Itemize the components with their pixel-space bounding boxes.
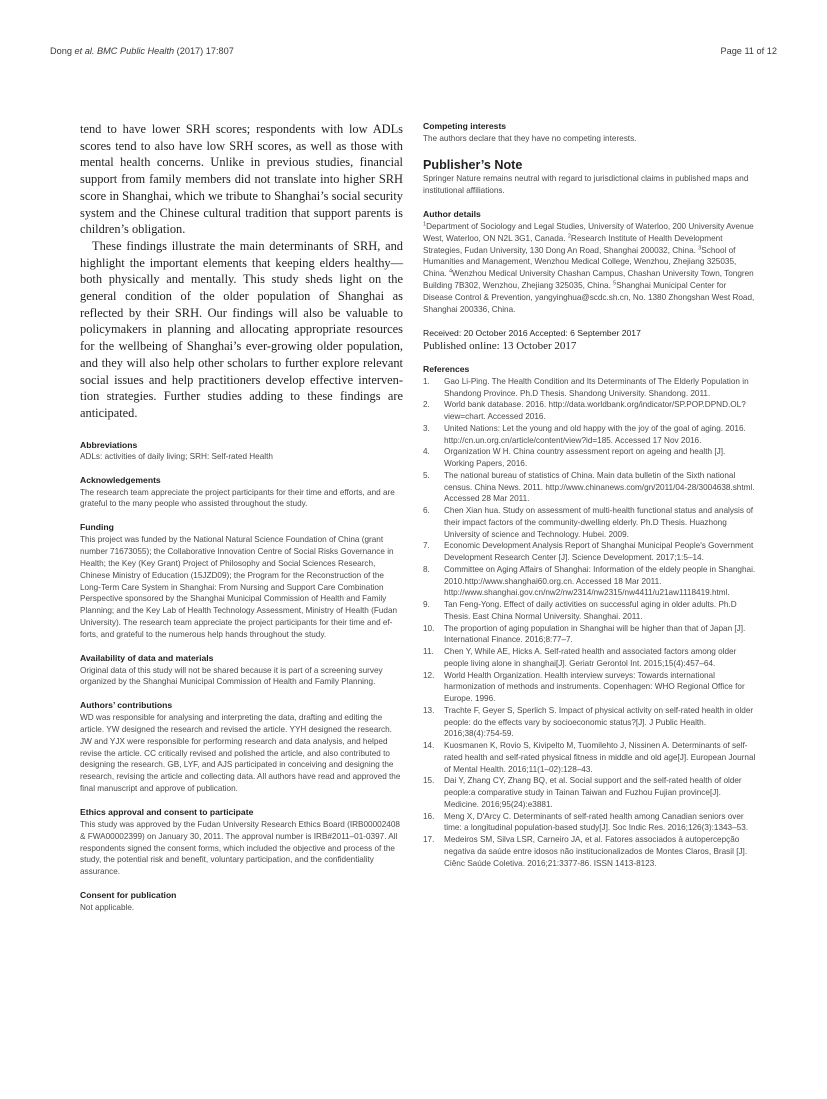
- reference-item: [423, 705, 756, 740]
- section-body: WD was responsible for analysing and interpreting the data, drafting and editing the article. YW designed the research and revised the article. YYH designed the research. JW and YJX were responsible for performing research and data analysis, and helped revise the article. CC critically revised and polished the article, and also contributed to designing the research. GB, LYF, and AJS participated in conceiving and designing the research, revising the article and collecting data. All authors have read and approved the final manuscript and approve of publication.: [80, 712, 401, 794]
- reference-number: 17.: [423, 835, 435, 845]
- reference-number: 8.: [423, 564, 430, 574]
- affiliations: [423, 221, 756, 316]
- reference-item: [423, 646, 756, 670]
- reference-number: 1.: [423, 376, 430, 386]
- reference-text: The proportion of aging population in Shanghai will be higher than that of Japan [J]. International Finance. 2016;8:77–7.: [444, 623, 746, 645]
- reference-number: 4.: [423, 447, 430, 457]
- reference-item: [423, 811, 756, 835]
- reference-item: [423, 399, 756, 423]
- reference-number: 10.: [423, 623, 435, 633]
- section-publishers-note: [423, 158, 756, 197]
- section-heading: Publisher’s Note: [423, 158, 523, 173]
- section-competing-interests: [423, 121, 756, 144]
- reference-item: [423, 670, 756, 705]
- section-abbreviations: [80, 440, 403, 463]
- reference-number: 11.: [423, 647, 434, 657]
- affiliation-text: Shanghai Municipal Center for Disease Control & Prevention, yangyinghua@scdc.sh.cn, No. 1380 Zhongshan West Road, Shanghai 200336, China.: [423, 281, 755, 315]
- reference-number: 12.: [423, 670, 435, 680]
- section-body: Not applicable.: [80, 902, 135, 912]
- reference-item: [423, 376, 756, 400]
- section-heading: Availability of data and materials: [80, 653, 214, 664]
- section-heading: Consent for publication: [80, 890, 177, 901]
- reference-item: [423, 423, 756, 447]
- section-heading: Ethics approval and consent to participate: [80, 807, 254, 818]
- section-acknowledgements: [80, 475, 403, 510]
- reference-text[interactable]: United Nations: Let the young and old happy with the joy of the goal of aging. 2016. http://cn.un.org.cn/article/content/view?id=185. Accessed 17 Nov 2016.: [444, 423, 746, 445]
- reference-item: [423, 740, 756, 775]
- reference-text: Meng X, D'Arcy C. Determinants of self-rated health among Canadian seniors over time: a longitudinal population-based study[J]. Soc Indic Res. 2016;126(3):1343–53.: [444, 811, 749, 833]
- citation-etal: et al.: [74, 46, 95, 56]
- section-body: Springer Nature remains neutral with regard to jurisdictional claims in published maps and institutional affiliations.: [423, 174, 749, 196]
- reference-number: 14.: [423, 741, 435, 751]
- affiliation-text: Wenzhou Medical University Chashan Campus, Chashan University Town, Tongren Building 7B302, Wenzhou, Zhejiang 325035, China.: [423, 269, 754, 291]
- section-body: Original data of this study will not be shared because it is part of a screening survey organized by the Shanghai Municipal Commission of Health and Family Planning.: [80, 665, 383, 687]
- reference-number: 16.: [423, 811, 435, 821]
- reference-number: 15.: [423, 776, 435, 786]
- citation-volume: (2017) 17:807: [176, 46, 234, 56]
- running-head: [50, 46, 777, 60]
- reference-text: Organization W H. China country assessment report on ageing and health [J]. Working Papers, 2016.: [444, 447, 726, 469]
- section-heading: References: [423, 364, 470, 375]
- reference-item: [423, 540, 756, 564]
- reference-text: Economic Development Analysis Report of Shanghai Municipal People's Government Development Research Center [J]. Science Development. 2017;1:5–14.: [444, 541, 754, 563]
- reference-text: Chen Xian hua. Study on assessment of multi-health functional status and analysis of their impact factors of the community-dwelling elderly. Ph.D Thesis. Huazhong University of science and Technology. Hubei. 2009.: [444, 506, 754, 539]
- reference-item: [423, 834, 756, 869]
- section-references: [423, 364, 756, 869]
- reference-text: Chen Y, While AE, Hicks A. Self-rated health and associated factors among older people living alone in shanghai[J]. Geriatr Gerontol Int. 2015;15(4):457–64.: [444, 647, 737, 668]
- affiliation-marker: 4: [448, 268, 453, 275]
- section-heading: Competing interests: [423, 121, 507, 131]
- reference-item: [423, 623, 756, 647]
- affiliation-text: Department of Sociology and Legal Studies, University of Waterloo, 200 University Avenue West, Waterloo, ON N2L 3G1, Canada.: [423, 221, 754, 243]
- body-paragraph: tend to have lower SRH scores; respondents with low ADLs scores tend to also have low SRH scores, as well as those with mental health concerns. Unlike in previous studies, financial support from family members did not translate into higher SRH score in Shanghai, which we tribute to Shanghai’s social security system and the Chinese cultural tradition that support parents is children’s obligation.: [80, 122, 403, 237]
- reference-text[interactable]: World bank database. 2016. http://data.worldbank.org/indicator/SP.POP.DPND.OL?view=chart. Accessed 2016.: [444, 400, 746, 422]
- reference-number: 9.: [423, 600, 430, 610]
- section-heading: Abbreviations: [80, 439, 138, 450]
- reference-item: [423, 470, 756, 505]
- section-heading: Authors’ contributions: [80, 700, 173, 711]
- publication-dates: [423, 328, 756, 354]
- reference-text: Gao Li-Ping. The Health Condition and Its Determinants of The Elderly Population in Shandong Province. Ph.D Thesis. Shandong University. Shandong. 2011.: [444, 376, 749, 398]
- reference-text: Dai Y, Zhang CY, Zhang BQ, et al. Social support and the self-rated health of older people:a comparative study in Tainan Taiwan and Fuzhou Fujian province[J]. Medicine. 2016;95(24):e3881.: [444, 776, 742, 809]
- reference-list: [423, 376, 756, 870]
- reference-number: 6.: [423, 506, 430, 516]
- section-body: ADLs: activities of daily living; SRH: Self-rated Health: [80, 452, 273, 462]
- reference-text: Trachte F, Geyer S, Sperlich S. Impact of physical activity on self-rated health in older people: do the effects vary by socioeconomic status?[J]. J Public Health. 2016;38(4):754-59.: [444, 705, 754, 739]
- body-paragraph: These findings illustrate the main determinants of SRH, and highlight the important elements that keeping elders healthy—both physically and mentally. This study sheds light on the general condition of the older population of Shanghai as reflected by their SRH. Our findings will also be valuable to policymakers in planning and allocating appropriate resources for the wellbeing of Shanghai’s ever-growing older population, and they will also help other scholars to further explore relevant social issues and help practitioners develop effective intervention strategies. Further studies adding to these findings are anticipated.: [80, 238, 403, 420]
- section-body: The authors declare that they have no competing interests.: [423, 133, 637, 143]
- section-heading: Author details: [423, 209, 481, 220]
- reference-number: 2.: [423, 400, 430, 410]
- section-author-details: [423, 209, 756, 316]
- received-accepted-date: Received: 20 October 2016 Accepted: 6 September 2017: [423, 327, 641, 338]
- section-availability: [80, 653, 403, 688]
- reference-item: [423, 775, 756, 810]
- page-number: Page 11 of 12: [720, 46, 777, 56]
- affiliation-text: School of Humanities and Management, Wenzhou Medical College, Wenzhou, Zhejiang 325035, China.: [423, 245, 737, 279]
- section-funding: [80, 522, 403, 641]
- reference-text[interactable]: Committee on Aging Affairs of Shanghai: Information of the eldely people in Shanghai. 2010.http://www.shanghai60.org.cn. Accessed 18 Mar 2011. http://www.shanghai.gov.cn/nw2/nw2314/nw2315/nw4411/u21aw1118419.html.: [444, 564, 756, 598]
- reference-item: [423, 505, 756, 540]
- citation: [50, 46, 234, 56]
- section-authors-contributions: [80, 700, 403, 795]
- reference-number: 13.: [423, 705, 435, 715]
- affiliation-text: Research Institute of Health Development Strategies, Fudan University, 130 Dong An Road, Shanghai 200032, China.: [423, 233, 723, 255]
- affiliation-marker: 1: [423, 220, 427, 227]
- citation-journal: BMC Public Health: [94, 46, 177, 56]
- section-body: This project was funded by the National Natural Science Foundation of China (grant number 71673055); the Collaborative Innovation Centre of Social Risks Governance in Health; the Key (Key Grant) Project of Philosophy and Social Sciences Research, Chinese Ministry of Education (15JZD09); the Program for the Reconstruction of the Long-Term Care System in Shanghai: From Nursing and Support Care Combination Perspective sponsored by the Shanghai Municipal Commission of Health and Family Planning; and the Key Lab of Health Technology Assessment, Ministry of Health (Fudan University). The research team appreciate the project participants for their time and efforts, and grateful to the numerous help hands throughout the study.: [80, 534, 398, 640]
- affiliation-marker: 3: [698, 244, 702, 251]
- reference-number: 5.: [423, 470, 430, 480]
- reference-item: [423, 599, 756, 623]
- reference-item: [423, 446, 756, 470]
- left-column: [80, 121, 403, 914]
- reference-text: Medeiros SM, Silva LSR, Carneiro JA, et al. Fatores associados à autopercepção negativa da saúde entre idosos não institucionalizados de Montes Claros, Brasil [J]. Ciênc Saúde Coletiva. 2016;21:3377-86. ISSN 1413-8123.: [444, 835, 748, 868]
- affiliation-marker: 5: [613, 280, 617, 287]
- citation-author: Dong: [50, 46, 75, 56]
- reference-text[interactable]: The national bureau of statistics of China. Main data bulletin of the Sixth national census. China News. 2011. http://www.chinanews.com/gn/2011/04-28/3004638.shtml. Accessed 28 Mar 2011.: [444, 470, 755, 504]
- section-body: The research team appreciate the project participants for their time and efforts, and are grateful to the many people who assisted throughout the study.: [80, 487, 395, 509]
- reference-text: Kuosmanen K, Rovio S, Kivipelto M, Tuomilehto J, Nissinen A. Determinants of self-rated health and self-rated physical fitness in middle and old age[J]. European Journal of Mental Health. 2016;11(1–02):128–43.: [444, 741, 756, 774]
- right-column: [423, 121, 756, 869]
- reference-number: 7.: [423, 541, 430, 551]
- published-online-date: Published online: 13 October 2017: [423, 340, 577, 353]
- affiliation-marker: 2: [567, 232, 571, 239]
- reference-text: Tan Feng-Yong. Effect of daily activities on successful aging in older adults. Ph.D Thesis. East China Normal University. Shanghai. 2011.: [444, 600, 737, 621]
- section-consent: [80, 890, 403, 913]
- reference-number: 3.: [423, 423, 430, 433]
- section-body: This study was approved by the Fudan University Research Ethics Board (IRB00002408 & FWA00002399) on January 30, 2011. The approval number is IRB#2011–01-0397. All respondents signed the consent forms, which included the objective and process of the study, the potential risk and benefit, voluntary participation, and the confidentiality assurance.: [80, 819, 400, 877]
- reference-item: [423, 564, 756, 599]
- section-ethics: [80, 807, 403, 878]
- section-heading: Acknowledgements: [80, 475, 161, 486]
- section-heading: Funding: [80, 522, 114, 533]
- reference-text: World Health Organization. Health interview surveys: Towards international harmonization of methods and instruments. Copenhagen: WHO Regional Office for Europe. 1996.: [444, 670, 745, 704]
